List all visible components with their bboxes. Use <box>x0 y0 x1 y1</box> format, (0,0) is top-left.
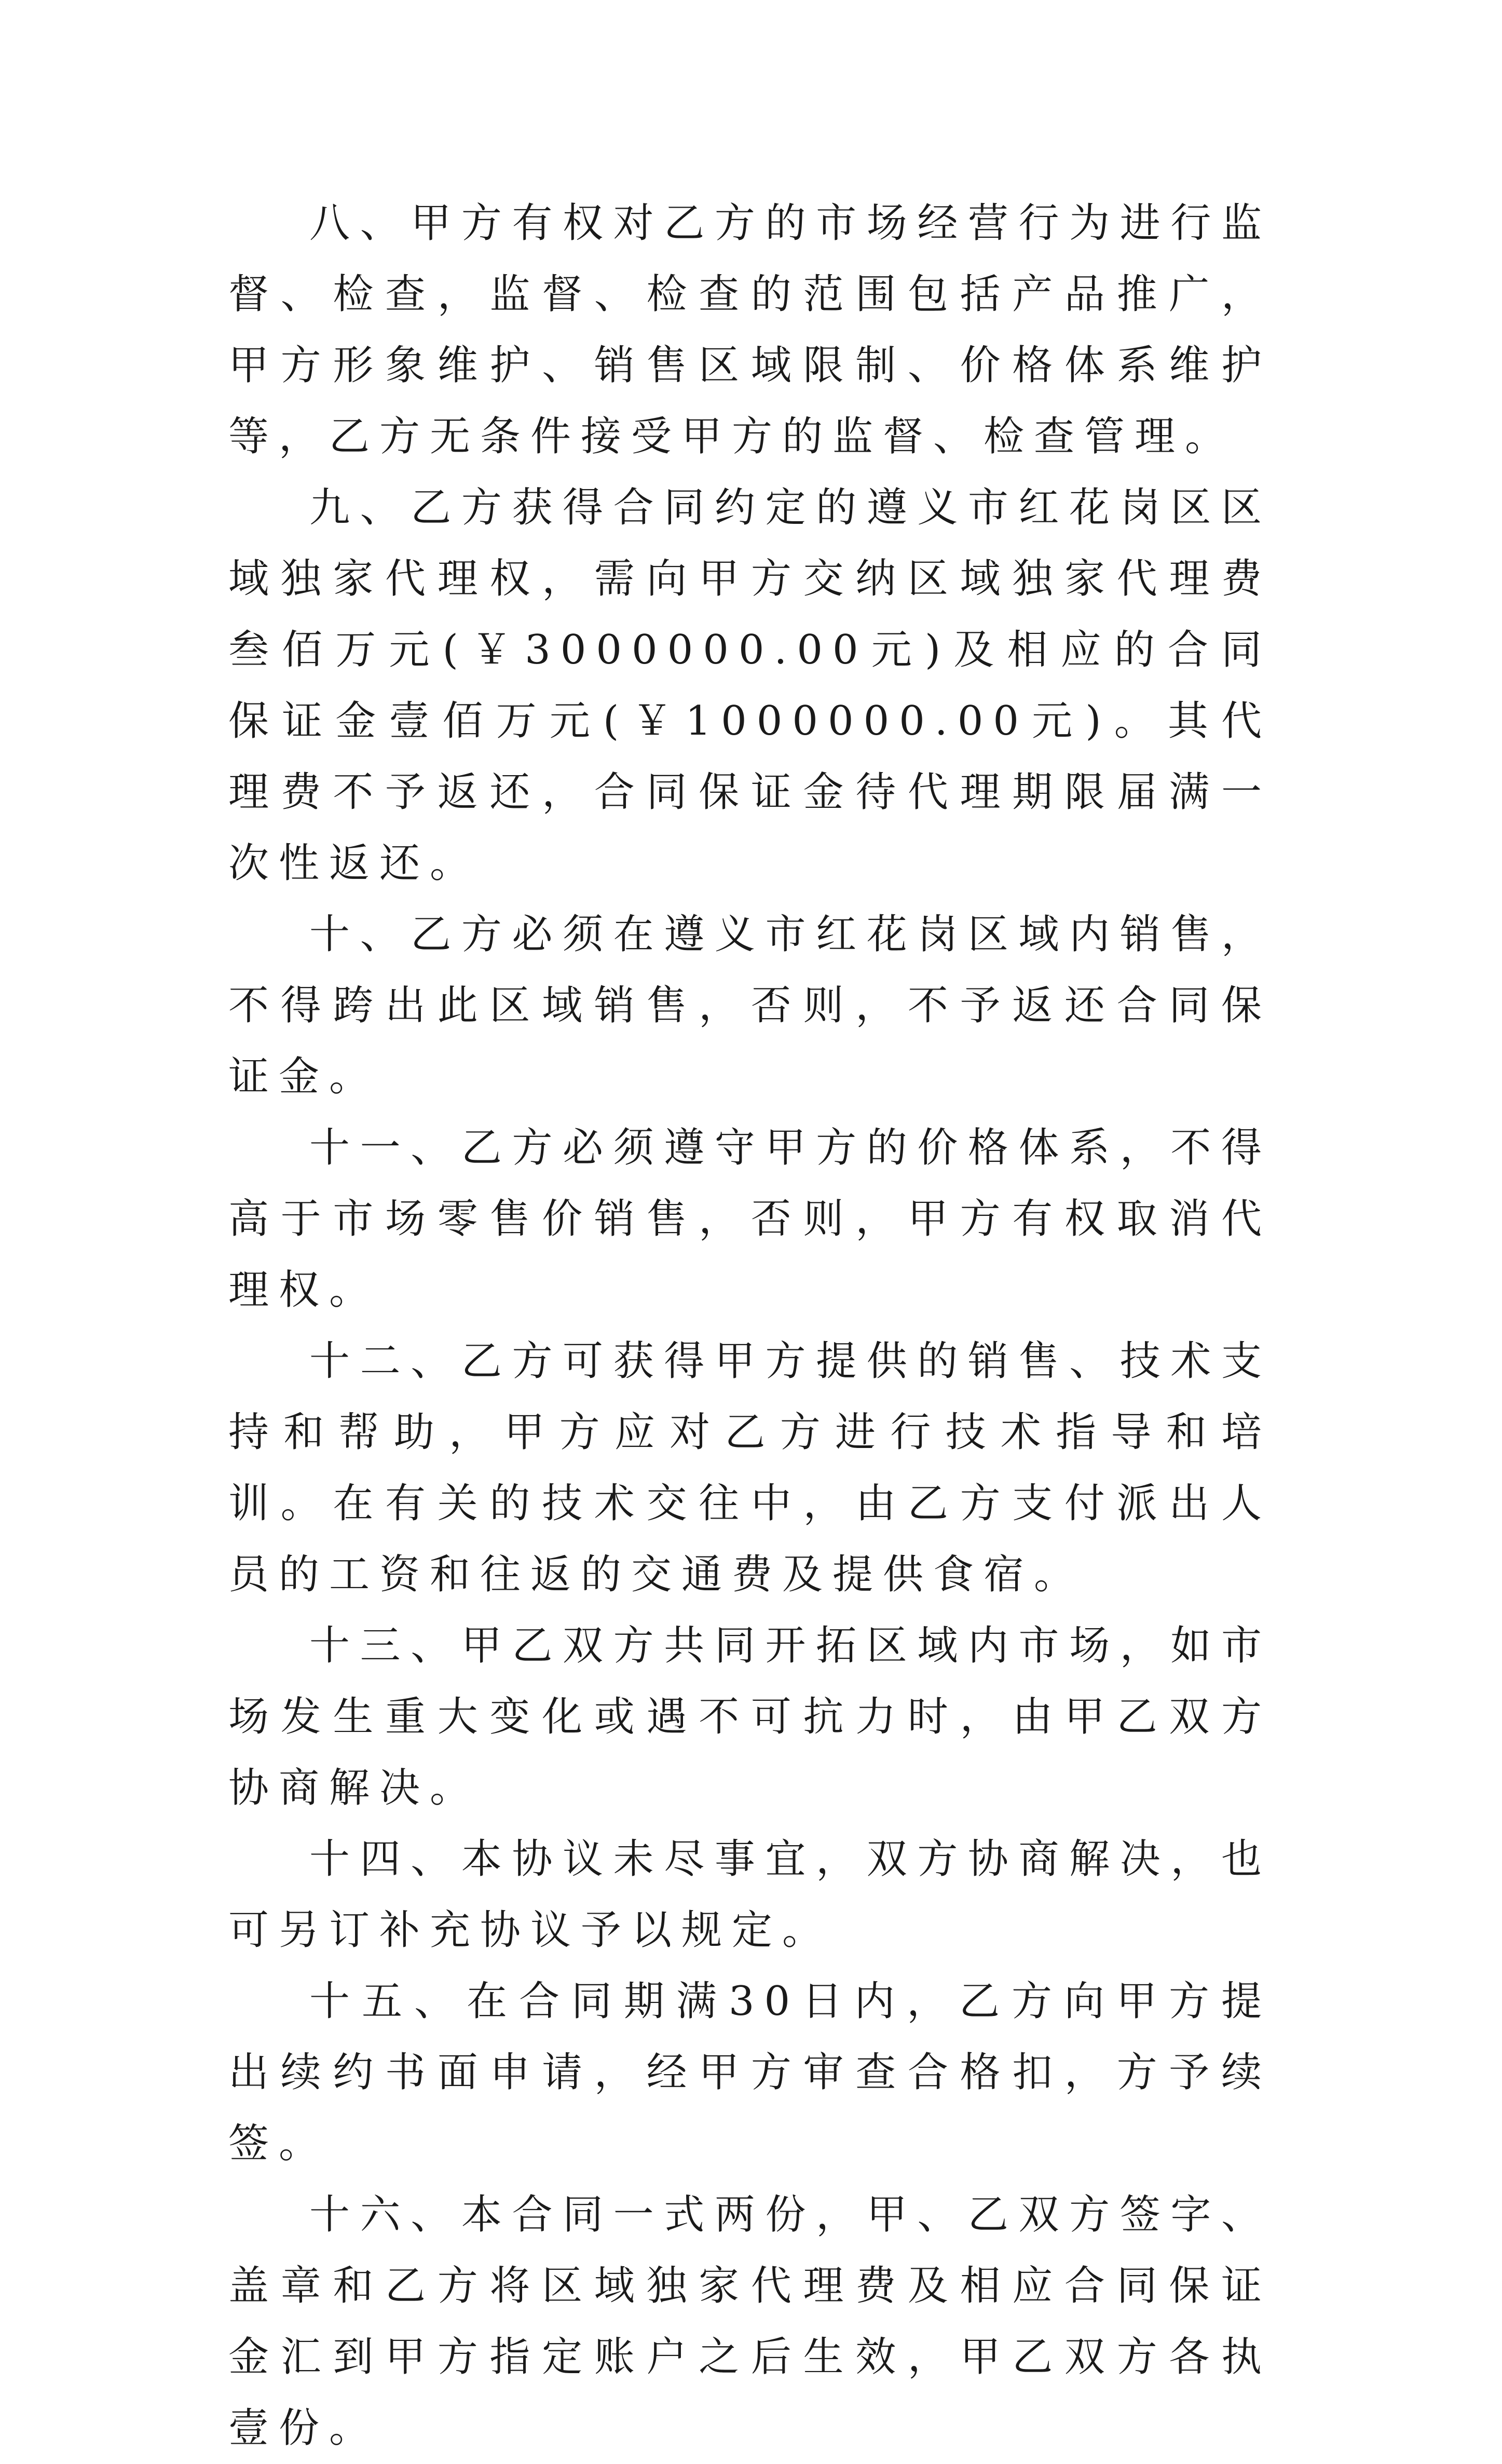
clause-9-paragraph: 九、乙方获得合同约定的遵义市红花岗区区域独家代理权，需向甲方交纳区域独家代理费叁佰万元(￥3000000.00元)及相应的合同保证金壹佰万元(￥1000000.00元)。其代理费不予返还，合同保证金待代理期限届满一次性返还。 <box>228 484 1272 887</box>
clause-10-paragraph: 十、乙方必须在遵义市红花岗区域内销售，不得跨出此区域销售，否则，不予返还合同保证金。 <box>228 911 1272 1100</box>
clause-12-paragraph: 十二、乙方可获得甲方提供的销售、技术支持和帮助，甲方应对乙方进行技术指导和培训。在有关的技术交往中，由乙方支付派出人员的工资和往返的交通费及提供食宿。 <box>228 1338 1272 1598</box>
clause-15-paragraph: 十五、在合同期满30日内，乙方向甲方提出续约书面申请，经甲方审查合格扣，方予续签。 <box>228 1978 1272 2167</box>
contract-body <box>228 188 1272 2464</box>
clause-14-paragraph: 十四、本协议未尽事宜，双方协商解决，也可另订补充协议予以规定。 <box>228 1836 1272 1954</box>
clause-13-paragraph: 十三、甲乙双方共同开拓区域内市场，如市场发生重大变化或遇不可抗力时，由甲乙双方协商解决。 <box>228 1622 1272 1811</box>
clause-8-paragraph: 八、甲方有权对乙方的市场经营行为进行监督、检查，监督、检查的范围包括产品推广，甲方形象维护、销售区域限制、价格体系维护等，乙方无条件接受甲方的监督、检查管理。 <box>228 200 1272 460</box>
clause-16-paragraph: 十六、本合同一式两份，甲、乙双方签字、盖章和乙方将区域独家代理费及相应合同保证金汇到甲方指定账户之后生效，甲乙双方各执壹份。 <box>228 2191 1272 2452</box>
clause-11-paragraph: 十一、乙方必须遵守甲方的价格体系，不得高于市场零售价销售，否则，甲方有权取消代理权。 <box>228 1125 1272 1314</box>
